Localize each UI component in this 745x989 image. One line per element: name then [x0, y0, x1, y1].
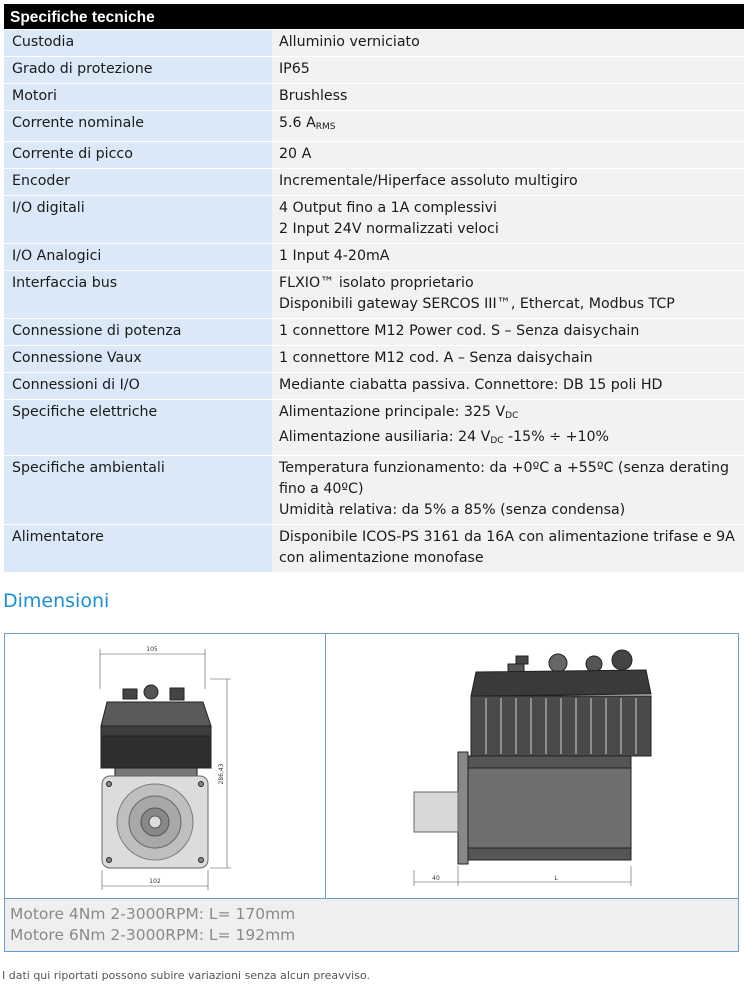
spec-value: Mediante ciabatta passiva. Connettore: DB 15 poli HD: [272, 373, 744, 400]
spec-label: Interfaccia bus: [4, 271, 272, 319]
spec-row-connessione-potenza: [4, 319, 744, 346]
spec-label: Encoder: [4, 169, 272, 196]
spec-row-corrente-nominale: [4, 111, 744, 142]
spec-row-interfaccia-bus: [4, 271, 744, 319]
spec-value: Disponibile ICOS-PS 3161 da 16A con alimentazione trifase e 9A con alimentazione monofase: [272, 525, 744, 573]
spec-label: Grado di protezione: [4, 57, 272, 84]
spec-label: Connessioni di I/O: [4, 373, 272, 400]
dimensions-title: Dimensioni: [3, 590, 110, 612]
front-base-label: 102: [149, 878, 161, 885]
spec-row-alimentatore: [4, 525, 744, 573]
spec-label: Motori: [4, 84, 272, 111]
spec-row-motori: [4, 84, 744, 111]
spec-value: 20 A: [272, 142, 744, 169]
spec-value: Temperatura funzionamento: da +0ºC a +55ºC (senza derating fino a 40ºC) Umidità relativa: da 5% a 85% (senza condensa): [272, 456, 744, 525]
spec-value: Incrementale/Hiperface assoluto multigiro: [272, 169, 744, 196]
disclaimer: I dati qui riportati possono subire variazioni senza alcun preavviso.: [2, 969, 370, 982]
spec-row-io-analogici: [4, 244, 744, 271]
side-length-label: L: [554, 875, 558, 882]
front-view-drawing: [5, 634, 325, 898]
spec-rows: [4, 29, 744, 572]
spec-row-grado-protezione: [4, 57, 744, 84]
spec-table: [4, 4, 744, 572]
spec-label: Connessione Vaux: [4, 346, 272, 373]
spec-value: Brushless: [272, 84, 744, 111]
side-view-drawing: [326, 634, 738, 898]
spec-value: IP65: [272, 57, 744, 84]
spec-label: Custodia: [4, 30, 272, 57]
spec-value: Alimentazione principale: 325 $V_{DC}$ Alimentazione ausiliaria: 24 $V_{DC}$ -15% ÷ +10%: [272, 400, 744, 456]
spec-row-connessione-vaux: [4, 346, 744, 373]
spec-row-specifiche-elettriche: [4, 400, 744, 456]
spec-value: 1 connettore M12 Power cod. S – Senza daisychain: [272, 319, 744, 346]
motor-note: Motore 6Nm 2-3000RPM: L= 192mm: [10, 926, 296, 944]
spec-value: 5.6 $A_{RMS}$: [272, 111, 744, 142]
spec-row-encoder: [4, 169, 744, 196]
spec-label: Connessione di potenza: [4, 319, 272, 346]
dimensions-drawings: [4, 633, 739, 899]
spec-label: Specifiche elettriche: [4, 400, 272, 456]
spec-value: FLXIO™ isolato proprietario Disponibili gateway SERCOS III™, Ethercat, Modbus TCP: [272, 271, 744, 319]
motor-length-notes: [4, 899, 739, 952]
front-width-label: 105: [146, 646, 158, 653]
spec-label: Specifiche ambientali: [4, 456, 272, 525]
spec-row-specifiche-ambientali: [4, 456, 744, 525]
spec-row-corrente-picco: [4, 142, 744, 169]
spec-label: Corrente di picco: [4, 142, 272, 169]
spec-value: Alluminio verniciato: [272, 30, 744, 57]
spec-label: I/O digitali: [4, 196, 272, 244]
spec-row-custodia: [4, 30, 744, 57]
side-shaft-label: 40: [432, 875, 440, 882]
spec-value: 4 Output fino a 1A complessivi 2 Input 24V normalizzati veloci: [272, 196, 744, 244]
spec-value: 1 Input 4-20mA: [272, 244, 744, 271]
spec-row-connessioni-io: [4, 373, 744, 400]
spec-table-title: Specifiche tecniche: [4, 4, 744, 29]
front-height-label: 286,43: [218, 763, 225, 785]
spec-label: Corrente nominale: [4, 111, 272, 142]
spec-label: Alimentatore: [4, 525, 272, 573]
spec-value: 1 connettore M12 cod. A – Senza daisychain: [272, 346, 744, 373]
spec-label: I/O Analogici: [4, 244, 272, 271]
spec-row-io-digitali: [4, 196, 744, 244]
motor-note: Motore 4Nm 2-3000RPM: L= 170mm: [10, 905, 296, 923]
